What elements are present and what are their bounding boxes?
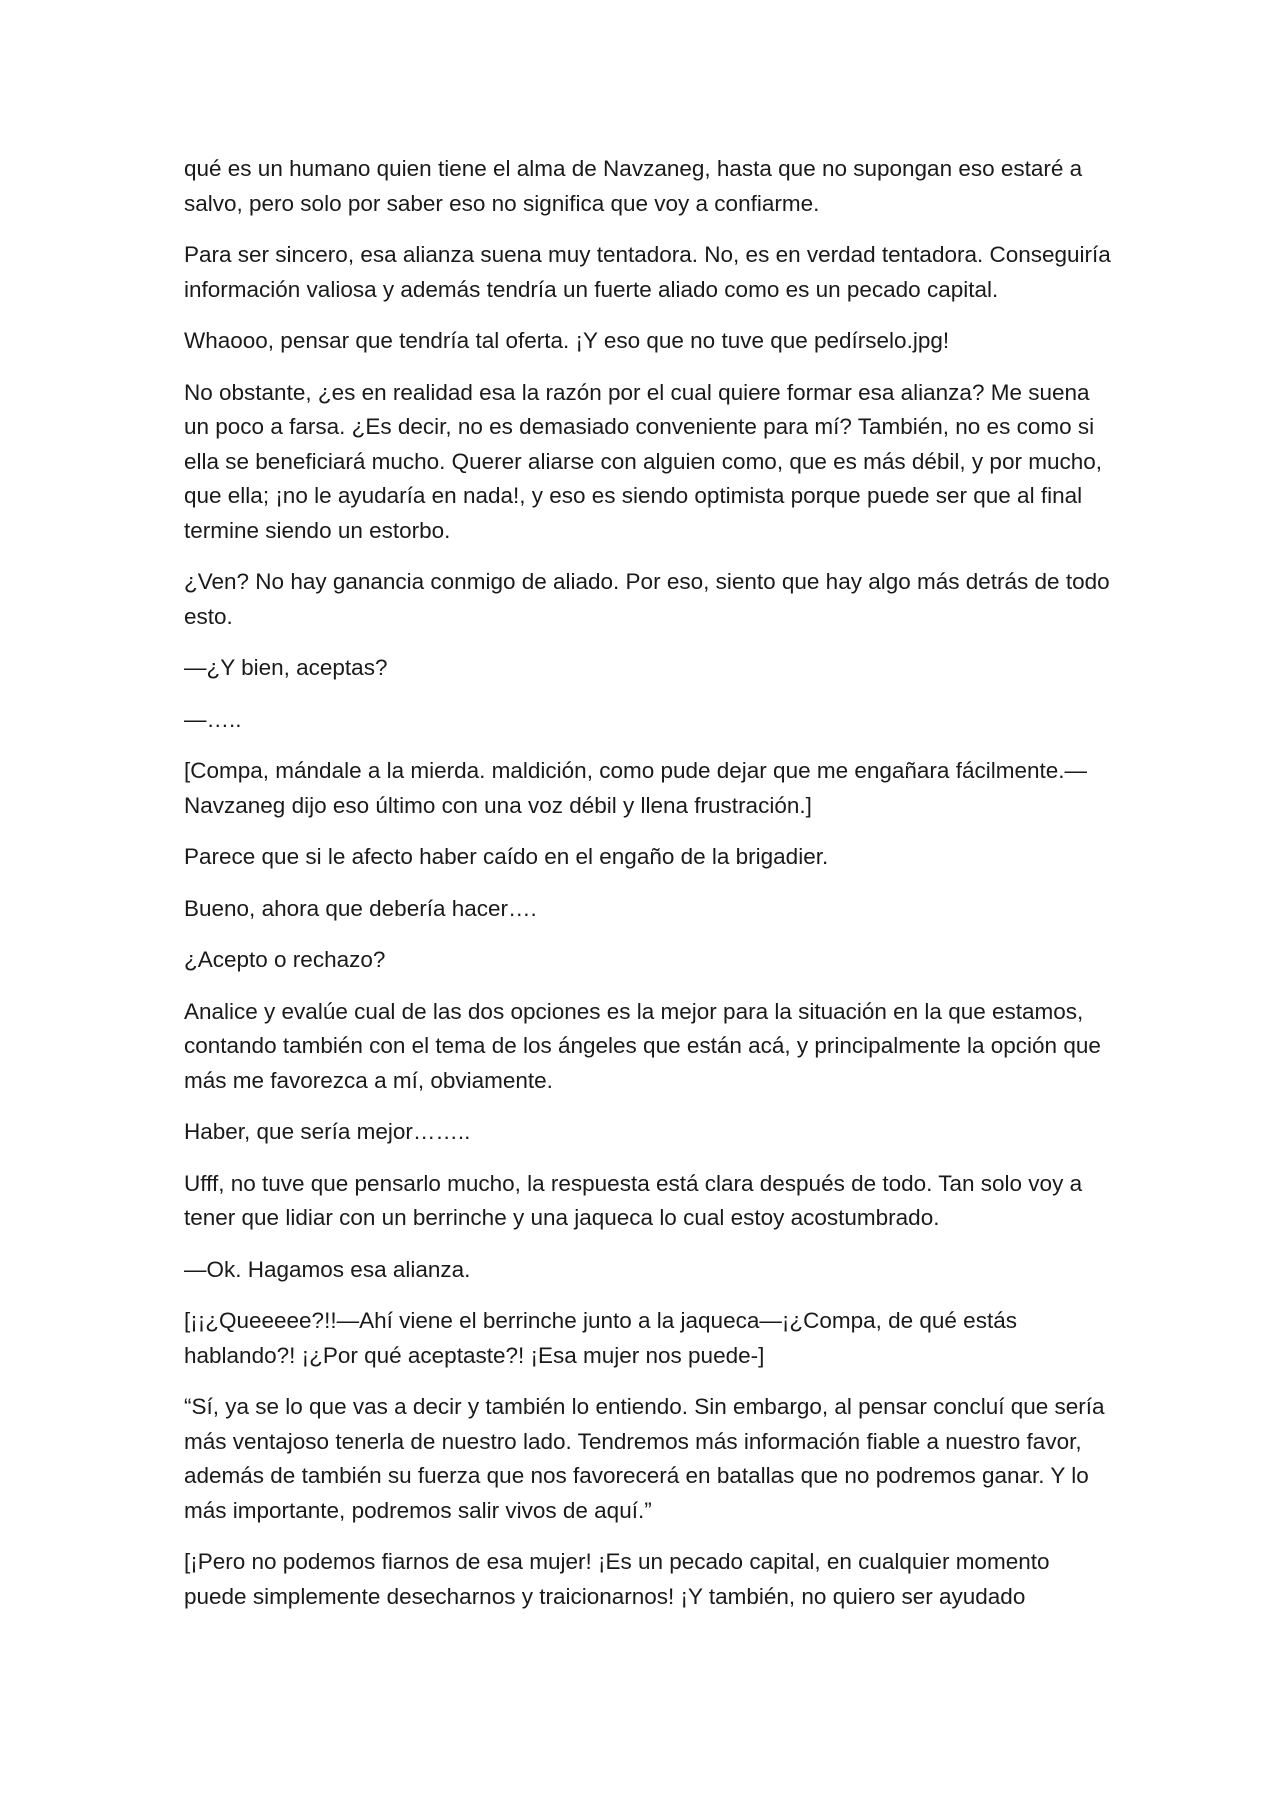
paragraph: Para ser sincero, esa alianza suena muy tentadora. No, es en verdad tentadora. Conseguiría información valiosa y además tendría un fuerte aliado como es un pecado capital. [184,242,1111,302]
dialogue-line: —….. [184,706,242,732]
paragraph: ¿Acepto o rechazo? [184,947,386,972]
paragraph: [¡Pero no podemos fiarnos de esa mujer! ¡Es un pecado capital, en cualquier momento puede simplemente desecharnos y traicionarnos! ¡Y también, no quiero ser ayudado [184,1549,1050,1609]
paragraph: [Compa, mándale a la mierda. maldición, como pude dejar que me engañara fácilmente.—Navzaneg dijo eso último con una voz débil y llena frustración.] [184,758,1087,818]
paragraph: Ufff, no tuve que pensarlo mucho, la respuesta está clara después de todo. Tan solo voy a tener que lidiar con un berrinche y una jaqueca lo cual estoy acostumbrado. [184,1170,1083,1230]
paragraph: Parece que si le afecto haber caído en el engaño de la brigadier. [184,844,829,869]
dialogue-line: —¿Y bien, aceptas? [184,655,388,680]
paragraph: Whaooo, pensar que tendría tal oferta. ¡Y eso que no tuve que pedírselo.jpg! [184,328,950,353]
dialogue-line: —Ok. Hagamos esa alianza. [184,1256,471,1282]
paragraph: ¿Ven? No hay ganancia conmigo de aliado. Por eso, siento que hay algo más detrás de todo esto. [184,569,1110,629]
paragraph: “Sí, ya se lo que vas a decir y también lo entiendo. Sin embargo, al pensar concluí que sería más ventajoso tenerla de nuestro lado. Tendremos más información fiable a nuestro favor, además de también su fuerza que nos favorecerá en batallas que no podremos ganar. Y lo más importante, podremos salir vivos de aquí.” [184,1394,1105,1523]
paragraph: Analice y evalúe cual de las dos opciones es la mejor para la situación en la que estamos, contando también con el tema de los ángeles que están acá, y principalmente la opción que más me favorezca a mí, obviamente. [184,998,1101,1093]
paragraph: Haber, que sería mejor…….. [184,1119,471,1144]
body-text [184,152,1114,1631]
paragraph: qué es un humano quien tiene el alma de Navzaneg, hasta que no supongan eso estaré a salvo, pero solo por saber eso no significa que voy a confiarme. [184,156,1083,216]
paragraph: [¡¡¿Queeeee?!!—Ahí viene el berrinche junto a la jaqueca—¡¿Compa, de qué estás hablando?! ¡¿Por qué aceptaste?! ¡Esa mujer nos puede-] [184,1308,1017,1368]
paragraph: Bueno, ahora que debería hacer…. [184,895,537,921]
paragraph: No obstante, ¿es en realidad esa la razón por el cual quiere formar esa alianza? Me suena un poco a farsa. ¿Es decir, no es demasiado conveniente para mí? También, no es como si ella se beneficiará mucho. Querer aliarse con alguien como, que es más débil, y por mucho, que ella; ¡no le ayudaría en nada!, y eso es siendo optimista porque puede ser que al final termine siendo un estorbo. [184,379,1102,543]
